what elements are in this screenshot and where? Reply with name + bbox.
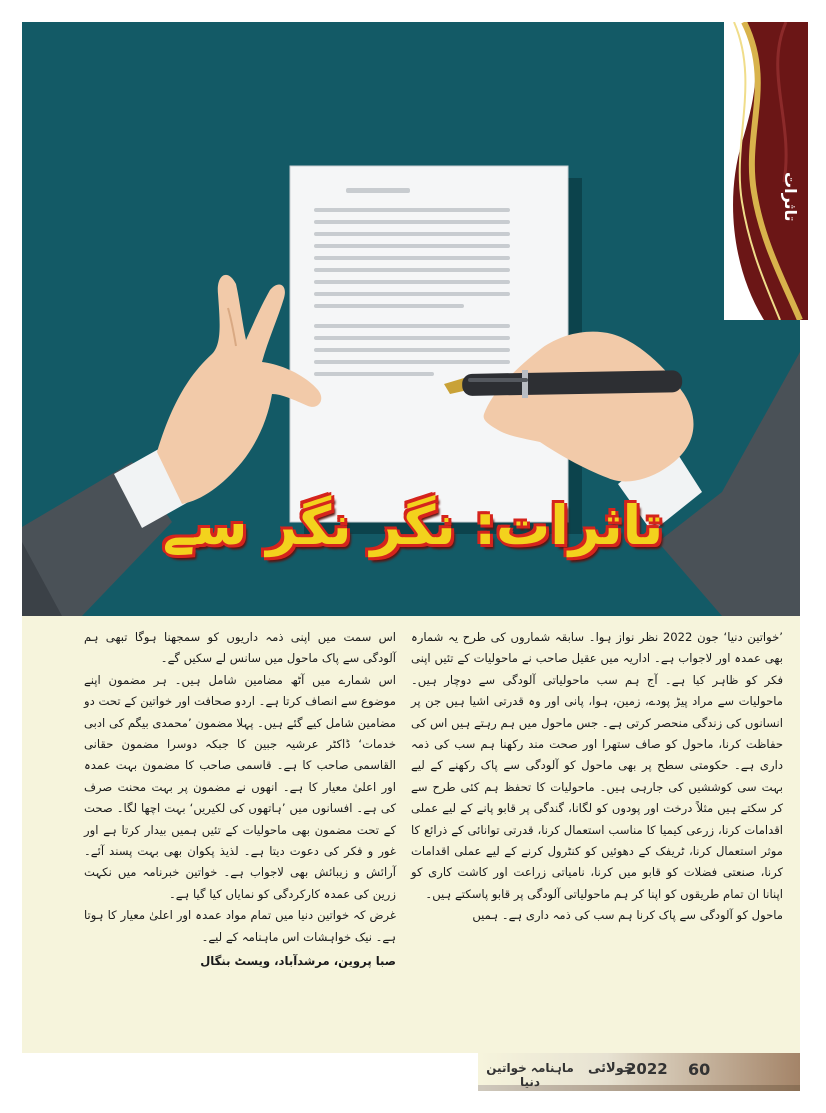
side-tab-label: تاثرات (781, 172, 800, 222)
paper (290, 166, 568, 522)
footer-year: 2022 (626, 1060, 668, 1078)
paragraph: غرض کہ خواتین دنیا میں تمام مواد عمدہ اور اعلیٰ معیار کا ہوتا ہے۔ نیک خواہشات اس ماہنامہ کے لیے۔ (84, 908, 396, 944)
paragraph: ماحول کو آلودگی سے پاک کرنا ہم سب کی ذمہ داری ہے۔ ہمیں (472, 908, 783, 923)
paragraph: اس شمارے میں آٹھ مضامین شامل ہیں۔ ہر مضمون اپنے موضوع سے انصاف کرتا ہے۔ اردو صحافت اور خواتین کے تحت دو مضامین شامل کیے گئے ہیں۔ پہلا مضمون ’محمدی بیگم کی ادبی خدمات‘ ڈاکٹر عرشیہ جبین کا جبکہ دوسرا مضمون حقانی القاسمی صاحب کا ہے۔ قاسمی صاحب کا مضمون بہت عمدہ اور اعلیٰ معیار کا ہے۔ انھوں نے مضمون پر بہت محنت صرف کی ہے۔ افسانوں میں ’ہاتھوں کی لکیریں‘ بہت اچھا لگا۔ صحت کے تحت مضمون بھی ماحولیات کے تئیں ہمیں بیدار کرتا ہے اور غور و فکر کی دعوت دیتا ہے۔ لذیذ پکوان بھی بہت پسند آئے۔ آرائش و زیبائش بھی لاجواب ہے۔ خواتین خبرنامہ میں نکہت زرین کی عمدہ کارکردگی کو نمایاں کیا گیا ہے۔ (84, 672, 396, 901)
author-signature: صبا پروین، مرشدآباد، ویسٹ بنگال (200, 954, 396, 969)
article-column-right (411, 627, 783, 927)
footer-month: جولائی (588, 1061, 634, 1076)
paragraph: ’خواتین دنیا‘ جون 2022 نظر نواز ہوا۔ سابقہ شماروں کی طرح یہ شمارہ بھی عمدہ اور لاجواب ہے۔ اداریہ میں عقیل صاحب نے ماحولیات کے تئیں اپنی فکر کو ظاہر کیا ہے۔ آج ہم سب ماحولیاتی آلودگی سے دوچار ہیں۔ ماحولیات سے مراد پیڑ پودے، زمین، ہوا، پانی اور وہ قدرتی اشیا ہیں جن پر انسانوں کی زندگی منحصر کرتی ہے۔ جس ماحول میں ہم رہتے ہیں اس کی حفاظت کرنا، ماحول کو صاف ستھرا اور صحت مند رکھنا ہم سب کی ذمہ داری ہے۔ حکومتی سطح پر بھی ماحول کو آلودگی سے پاک رکھنے کے لیے بہت سی کوششیں کی جارہی ہیں۔ ماحولیات کا تحفظ ہم کئی طرح سے کر سکتے ہیں مثلاً درخت اور پودوں کو لگانا، گندگی پر قابو پانے کے لیے عملی اقدامات کرنا، زرعی کیمیا کا مناسب استعمال کرنا، قدرتی توانائی کے ذرائع کا موثر استعمال کرنا، ٹریفک کے دھوئیں کو کنٹرول کرنے کے لیے عملی اقدامات کرنا، صنعتی فضلات کو قابو میں کرنا، نامیاتی زراعت اور کاشت کاری کو اپنانا ان تمام طریقوں کو اپنا کر ہم ماحولیاتی آلودگی پر قابو پاسکتے ہیں۔ (411, 630, 783, 901)
article-column-left (84, 627, 396, 973)
footer-magazine-name: ماہنامہ خواتین دنیا (486, 1061, 574, 1089)
page-number: 60 (688, 1060, 711, 1079)
title-wrap (0, 494, 826, 557)
paragraph: اس سمت میں اپنی ذمہ داریوں کو سمجھنا ہوگا تبھی ہم آلودگی سے پاک ماحول میں سانس لے سکیں گے۔ (84, 630, 396, 666)
section-side-tab (724, 22, 808, 320)
side-tab-ornament (724, 22, 808, 320)
page-title: تاثرات: نگر نگر سے (162, 494, 664, 557)
